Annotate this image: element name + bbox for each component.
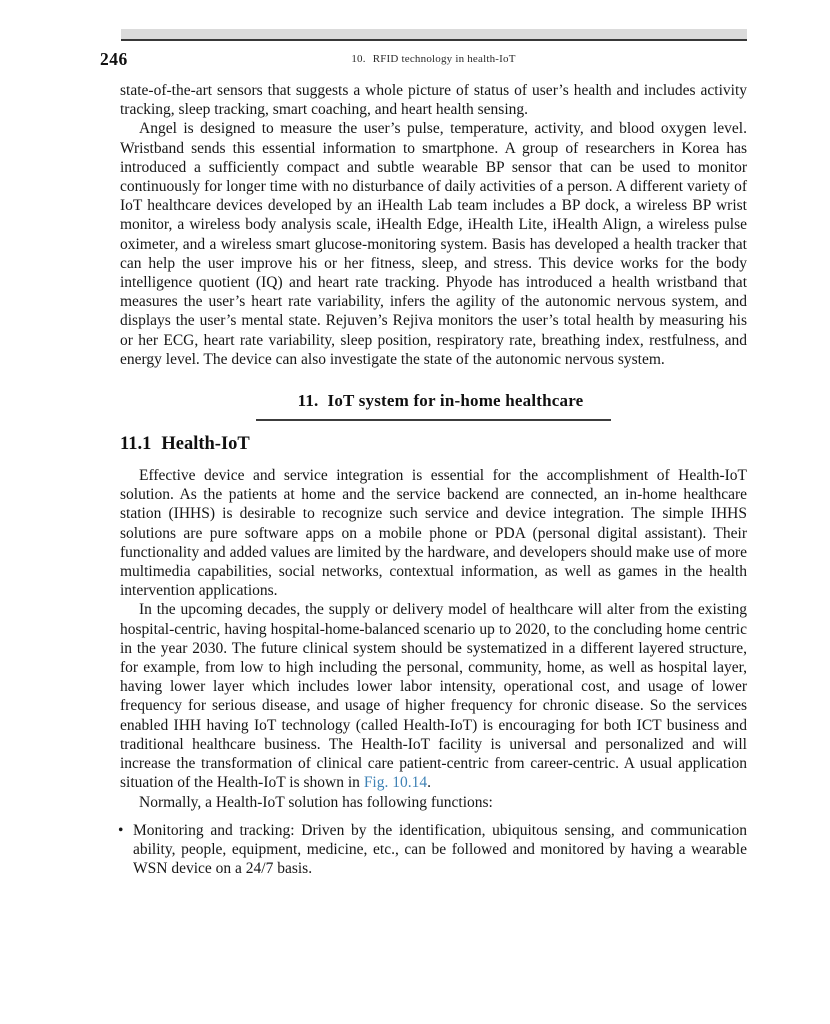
bullet-text: Monitoring and tracking: Driven by the identification, ubiquitous sensing, and communication ability, people, equipment, medicine, etc., can be followed and monitored by having a wearable WSN device on a 24/7 basis. bbox=[133, 821, 747, 878]
header-bar bbox=[121, 29, 747, 41]
paragraph-continuation: state-of-the-art sensors that suggests a whole picture of status of user’s health and includes activity tracking, sleep tracking, smart coaching, and heart health sensing. bbox=[120, 82, 747, 119]
subsection-number: 11.1 bbox=[120, 434, 152, 455]
paragraph-effective: Effective device and service integration is essential for the accomplishment of Health-IoT solution. As the patients at home and the service backend are connected, an in-home healthcare station (IHHS) is desirable to recognize such service and device integration. The simple IHHS solutions are pure software apps on a mobile phone or PDA (personal digital assistant). Their functionality and added values are limited by the hardware, and developers should make use of more multimedia capabilities, social networks, contextual information, as well as games in the health intervention applications. bbox=[120, 467, 747, 600]
section-title: IoT system for in-home healthcare bbox=[327, 391, 584, 411]
section-number: 11. bbox=[297, 391, 319, 411]
paragraph-upcoming-text-after-link: . bbox=[427, 774, 431, 792]
paragraph-normally: Normally, a Health-IoT solution has following functions: bbox=[139, 793, 493, 811]
list-item bbox=[120, 821, 747, 879]
running-head bbox=[120, 53, 747, 65]
subsection-heading bbox=[120, 434, 747, 455]
running-head-chapter-number: 10. bbox=[351, 53, 366, 65]
bullet-icon: • bbox=[118, 821, 124, 839]
paragraph-upcoming-text: In the upcoming decades, the supply or delivery model of healthcare will alter from the existing hospital-centric, having hospital-home-balanced scenario up to 2020, to the concluding home centric in the year 2030. The future clinical system should be systematized in a different layered structure, for example, from low to high including the personal, community, home, as well as hospital layer, having lower layer which includes lower labor intensity, operational cost, and usage of lower frequency for serious disease, and usage of higher frequency for chronic disease. So the services enabled IHH having IoT technology (called Health-IoT) is encouraging for both ICT business and traditional healthcare business. The Health-IoT facility is universal and personalized and will increase the transformation of clinical care patient-centric from career-centric. A usual application situation of the Health-IoT is shown in bbox=[120, 601, 747, 792]
page-number: 246 bbox=[100, 49, 128, 69]
subsection-title: Health-IoT bbox=[161, 434, 250, 455]
running-head-title: RFID technology in health-IoT bbox=[372, 53, 516, 65]
page-content bbox=[120, 81, 747, 878]
section-heading bbox=[256, 391, 612, 421]
paragraph-devices: Angel is designed to measure the user’s pulse, temperature, activity, and blood oxygen level. Wristband sends this essential information to smartphone. A group of researchers in Korea has introduced a sufficiently compact and subtle wearable BP sensor that can be used to monitor continuously for longer time with no disturbance of daily activities of a person. A different variety of IoT healthcare devices developed by an iHealth Lab team includes a BP dock, a wireless BP wrist monitor, a wireless body analysis scale, iHealth Edge, iHealth Lite, iHealth Align, a wireless pulse oximeter, and a wireless smart glucose-monitoring system. Basis has developed a health tracker that can help the user improve his or her fitness, sleep, and stress. This device works for the body intelligence quotient (IQ) and heart rate tracking. Phyode has introduced a health wristband that measures the user’s heart rate variability, infers the agility of the autonomic nervous system, and displays the user’s mental state. Rejuven’s Rejiva monitors the user’s total health by measuring his or her ECG, heart rate variability, sleep position, respiratory rate, breathing index, restfulness, and energy level. The device can also investigate the state of the autonomic nervous system. bbox=[120, 120, 747, 368]
paragraph-upcoming bbox=[120, 600, 747, 792]
section-heading-wrap bbox=[120, 391, 747, 421]
bullet-list bbox=[120, 821, 747, 879]
figure-link[interactable]: Fig. 10.14 bbox=[363, 774, 428, 792]
